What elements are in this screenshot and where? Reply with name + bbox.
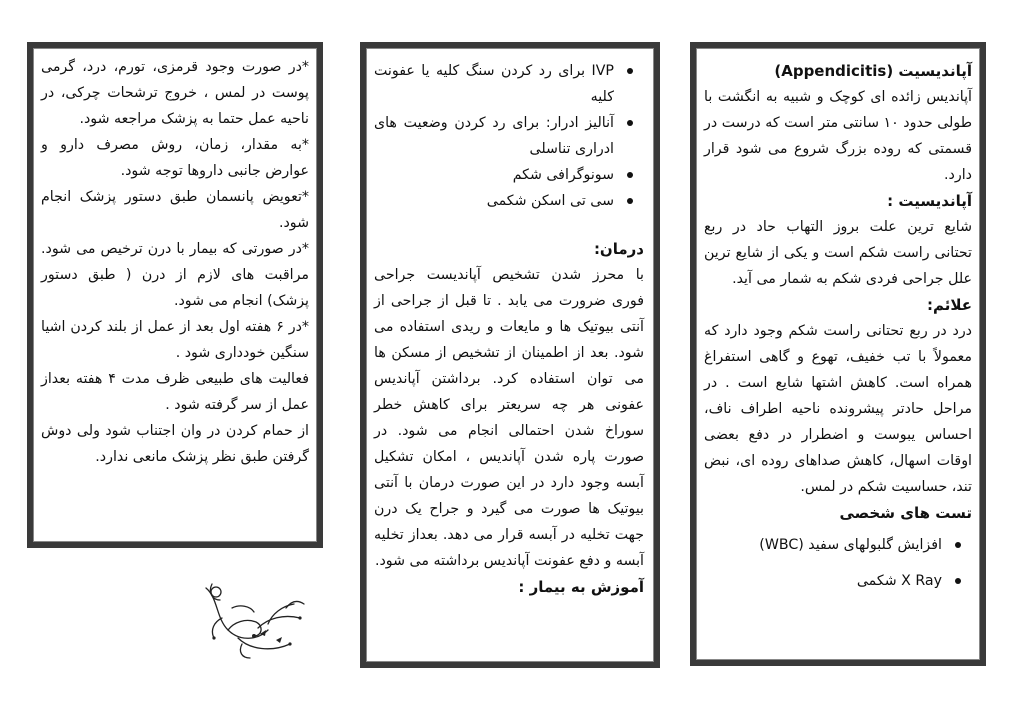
middle-panel [360, 42, 660, 668]
list-item: سونوگرافی شکم [374, 162, 644, 188]
education-item: *در صورتی که بیمار با درن ترخیص می شود. مراقبت های لازم از درن ( طبق دستور پزشک) انجام می شود. [41, 241, 309, 309]
education-item: *به مقدار، زمان، روش مصرف دارو و عوارض جانبی داروها توجه شود. [41, 137, 309, 179]
list-item: X Ray شکمی [704, 568, 972, 594]
list-item: سی تی اسکن شکمی [374, 188, 644, 214]
education-item: *در ۶ هفته اول بعد از عمل از بلند کردن اشیا سنگین خودداری شود . [41, 319, 309, 361]
tests-heading: تست های شخصی [839, 504, 972, 522]
list-item: افزایش گلبولهای سفید (WBC) [704, 532, 972, 558]
patient-education-heading: آموزش به بیمار : [518, 578, 644, 596]
education-item: فعالیت های طبیعی ظرف مدت ۴ هفته بعداز عمل از سر گرفته شود . [41, 371, 309, 413]
list-item: IVP برای رد کردن سنگ کلیه یا عفونت کلیه [374, 58, 644, 110]
symptoms-text: درد در ربع تحتانی راست شکم وجود دارد که معمولاً با تب خفیف، تهوع و گاهی استفراغ همراه است. کاهش اشتها شایع است . در مراحل حادتر پیشرونده ناحیه اطراف ناف، احساس یبوست و اضطرار در دفع بعضی اوقات اسهال، کاهش صداهای روده ای، نبض تند، حساسیت شکم در لمس. [704, 323, 972, 495]
left-panel [27, 42, 323, 548]
education-item: *تعویض پانسمان طبق دستور پزشک انجام شود. [41, 189, 309, 231]
appendicitis-title: آپاندیسیت (Appendicitis) [774, 62, 972, 80]
floral-ornament-icon [198, 578, 310, 662]
treatment-text: با محرز شدن تشخیص آپاندیست جراحی فوری ضرورت می یابد . تا قبل از جراحی از آنتی بیوتیک ها و مایعات و ریدی استفاده می شود. بعد از اطمینان از تشخیص از مسکن ها می توان استفاده کرد. برداشتن آپاندیس عفونی هر چه سریعتر برای کاهش خطر سوراخ شدن احتمالی انجام می شود. در صورت پاره شدن آپاندیس ، امکان تشکیل آبسه وجود دارد در این صورت درمان با آنتی بیوتیک ها صورت می گیرد و جراح یک درن جهت تخلیه در آبسه قرار می دهد. بعداز تخلیه آبسه و دفع عفونت آپاندیس برداشته می شود. [374, 267, 644, 569]
symptoms-heading: علائم: [926, 296, 972, 314]
appendix-intro: آپاندیس زائده ای کوچک و شبیه به انگشت با طولی حدود ۱۰ سانتی متر است که درست در قسمتی که روده بزرگ شروع می شود قرار دارد. [704, 89, 972, 183]
treatment-heading: درمان: [593, 240, 644, 258]
education-item: از حمام کردن در وان اجتناب شود ولی دوش گرفتن طبق نظر پزشک مانعی ندارد. [41, 423, 309, 465]
list-item: آنالیز ادرار: برای رد کردن وضعیت های ادراری تناسلی [374, 110, 644, 162]
right-panel [690, 42, 986, 666]
definition-heading: آپاندیسیت : [887, 192, 972, 210]
education-item: *در صورت وجود قرمزی، تورم، درد، گرمی پوست در لمس ، خروج ترشحات چرکی، در ناحیه عمل حتما به پزشک مراجعه شود. [41, 59, 309, 127]
tests-list [704, 532, 972, 594]
definition-text: شایع ترین علت بروز التهاب حاد در ربع تحتانی راست شکم است و یکی از شایع ترین علل جراحی فردی شکم به شمار می آید. [704, 219, 972, 287]
tests-continued-list [374, 58, 644, 214]
